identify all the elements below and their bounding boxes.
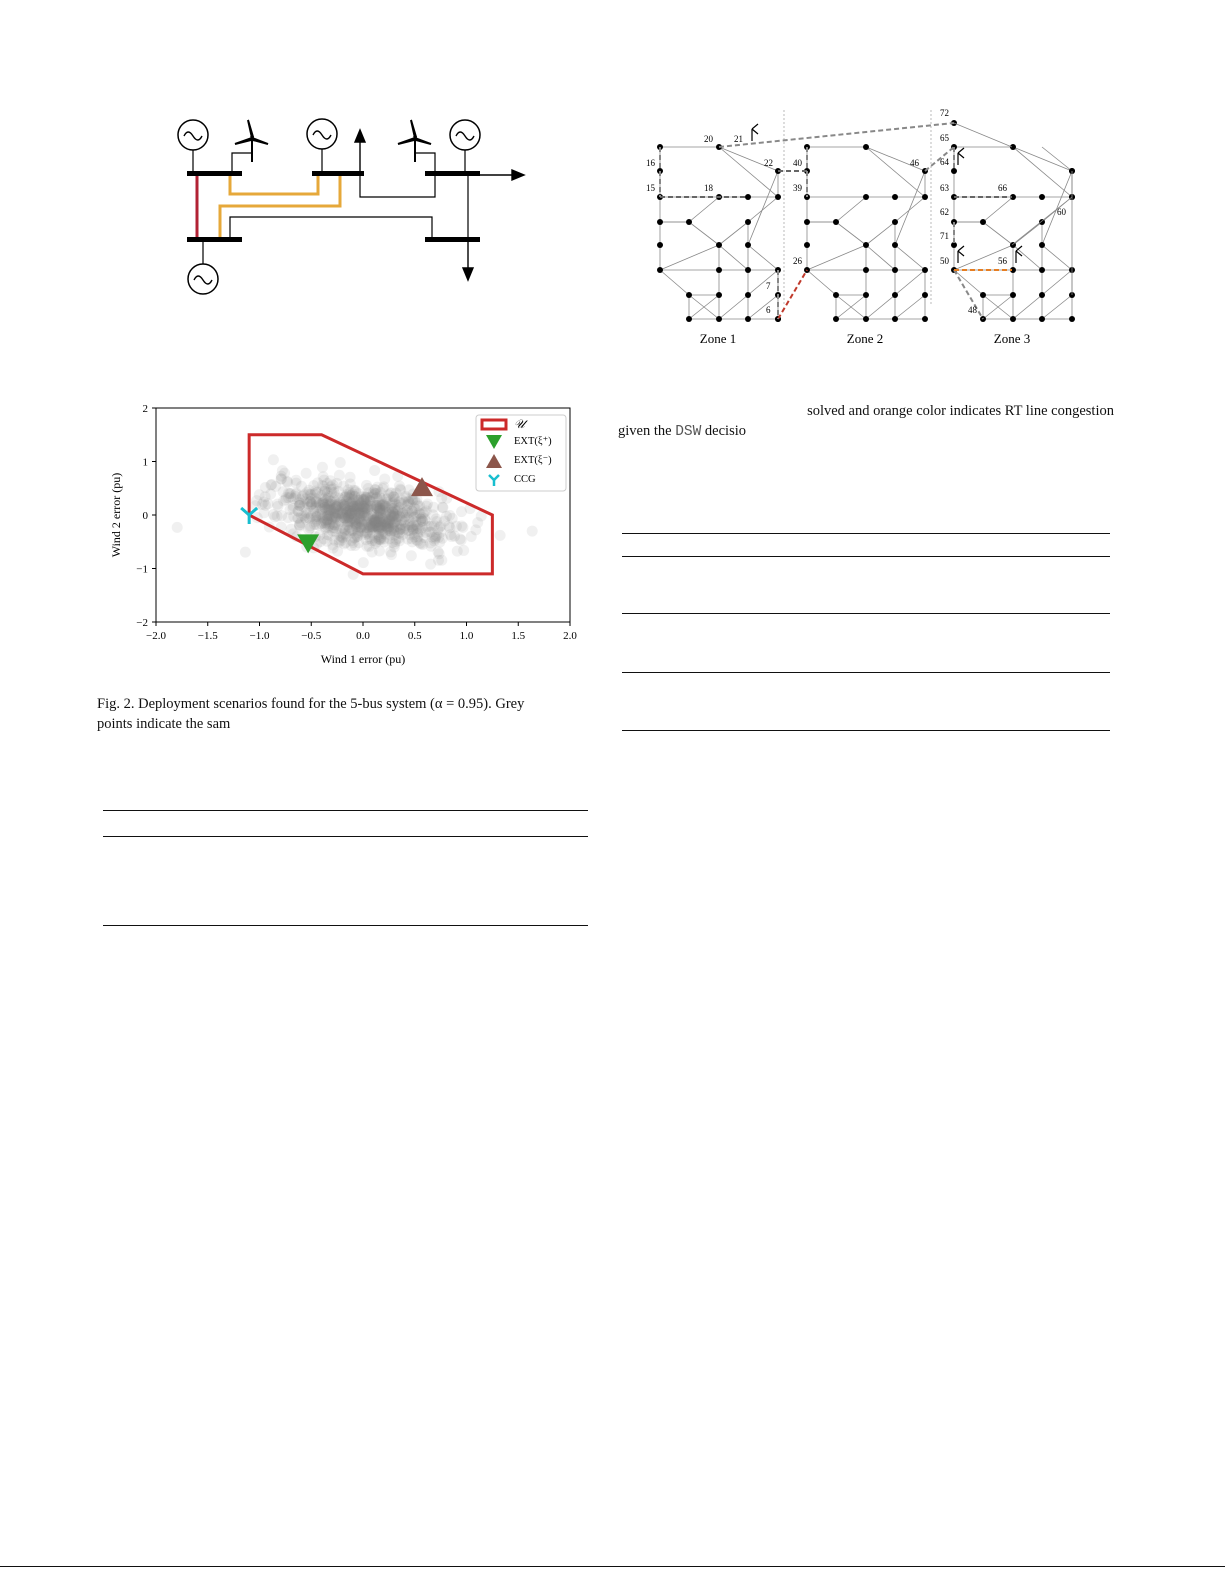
sample-point xyxy=(335,457,346,468)
legend-label-ext-plus: EXT(ξ⁺) xyxy=(514,436,552,447)
y-tick-label: −1 xyxy=(136,563,148,576)
sample-point xyxy=(364,533,375,544)
sample-point xyxy=(356,519,367,530)
bus-node xyxy=(892,316,898,322)
sample-point xyxy=(466,531,477,542)
sample-point xyxy=(319,515,330,526)
right-text-part-a: given the xyxy=(618,423,676,439)
sample-point xyxy=(425,559,436,570)
bus-node xyxy=(892,194,898,200)
right-table-rule-5 xyxy=(622,730,1110,731)
bus-node xyxy=(686,219,692,225)
bus-node xyxy=(833,219,839,225)
bus-label: 18 xyxy=(704,183,713,193)
bus-node xyxy=(745,219,751,225)
legend xyxy=(476,415,566,491)
bus-node xyxy=(863,292,869,298)
sample-point xyxy=(439,516,450,527)
scatter-chart xyxy=(100,395,600,675)
bus-node xyxy=(1039,194,1045,200)
bus-node xyxy=(745,267,751,273)
sample-point xyxy=(393,533,404,544)
x-tick-label: 0.5 xyxy=(407,630,422,642)
bus-node xyxy=(1039,242,1045,248)
bus-node xyxy=(922,292,928,298)
bus-node xyxy=(657,219,663,225)
sample-point xyxy=(346,540,357,551)
bus-node xyxy=(686,292,692,298)
sample-point xyxy=(375,534,386,545)
bus-node xyxy=(980,219,986,225)
bus-label: 20 xyxy=(704,134,713,144)
y-axis-label: Wind 2 error (pu) xyxy=(109,472,123,558)
zone-label: Zone 1 xyxy=(699,331,737,346)
zone-label: Zone 3 xyxy=(993,331,1031,346)
sample-point xyxy=(301,468,312,479)
bus-label: 22 xyxy=(764,158,773,168)
bus-label: 46 xyxy=(910,158,919,168)
bus-node xyxy=(1039,292,1045,298)
bus-label: 71 xyxy=(940,231,949,241)
sample-point xyxy=(336,508,347,519)
x-axis-label: Wind 1 error (pu) xyxy=(320,652,406,666)
y-tick-label: 1 xyxy=(142,456,148,469)
bus-node xyxy=(892,267,898,273)
bus-label: 50 xyxy=(940,256,949,266)
sample-point xyxy=(451,521,462,532)
bus-node xyxy=(716,292,722,298)
sample-point xyxy=(369,465,380,476)
bus-node xyxy=(1039,267,1045,273)
bus-node xyxy=(892,219,898,225)
sample-point xyxy=(358,557,369,568)
y-tick-label: 0 xyxy=(142,510,148,522)
dsw-code: DSW xyxy=(675,424,702,440)
bus-label: 39 xyxy=(793,183,802,193)
sample-point xyxy=(426,541,437,552)
bus-label: 26 xyxy=(793,256,802,266)
bus-node xyxy=(1069,316,1075,322)
fig2-caption-line2: points indicate the sam xyxy=(97,716,231,732)
sample-point xyxy=(294,494,305,505)
right-table-rule-3 xyxy=(622,613,1110,614)
x-tick-label: −1.5 xyxy=(197,630,218,642)
legend-label-u: 𝒰 xyxy=(514,417,525,431)
bus-label: 56 xyxy=(998,256,1007,266)
sample-point xyxy=(346,513,357,524)
sample-point xyxy=(260,482,271,493)
sample-point xyxy=(288,511,299,522)
bus-node xyxy=(863,316,869,322)
bus-node xyxy=(922,194,928,200)
left-table-rule-bottom xyxy=(103,925,588,926)
right-table-rule-1 xyxy=(622,533,1110,534)
bus-label: 64 xyxy=(940,157,949,167)
bus-node xyxy=(657,267,663,273)
bus-node xyxy=(892,242,898,248)
sample-point xyxy=(428,502,439,513)
bus-node xyxy=(1039,219,1045,225)
right-column-text xyxy=(618,401,1114,442)
bus-node xyxy=(804,219,810,225)
bus-label: 72 xyxy=(940,108,949,118)
x-tick-label: 0.0 xyxy=(356,630,370,642)
bus-node xyxy=(716,267,722,273)
bus-label: 6 xyxy=(766,305,771,315)
x-tick-label: 1.5 xyxy=(511,630,526,642)
sample-point xyxy=(406,550,417,561)
fig2-caption-line1: Fig. 2. Deployment scenarios found for the 5-bus system (α = 0.95). Grey xyxy=(97,696,525,712)
bus-label: 63 xyxy=(940,183,949,193)
sample-point xyxy=(317,462,328,473)
left-table-rule-top xyxy=(103,810,588,811)
five-bus-diagram xyxy=(160,110,540,300)
page-bottom-rule xyxy=(0,1566,1225,1567)
bus-node xyxy=(863,194,869,200)
sample-point xyxy=(334,537,345,548)
bus-label: 60 xyxy=(1057,207,1066,217)
sample-point xyxy=(374,502,385,513)
bus-label: 16 xyxy=(646,158,655,168)
sample-point xyxy=(312,487,323,498)
sample-point xyxy=(278,486,289,497)
sample-point xyxy=(172,522,183,533)
sample-point xyxy=(456,506,467,517)
bus-label: 66 xyxy=(998,183,1007,193)
bus-node xyxy=(745,242,751,248)
x-tick-label: −1.0 xyxy=(249,630,270,642)
x-tick-label: −2.0 xyxy=(146,630,166,642)
sample-point xyxy=(321,504,332,515)
sample-point xyxy=(359,491,370,502)
bus-node xyxy=(716,316,722,322)
legend-label-ccg: CCG xyxy=(514,474,536,485)
bus-label: 65 xyxy=(940,133,949,143)
bus-node xyxy=(892,292,898,298)
legend-label-ext-minus: EXT(ξ⁻) xyxy=(514,455,552,466)
sample-point xyxy=(268,454,279,465)
bus-node xyxy=(657,242,663,248)
sample-point xyxy=(260,500,271,511)
bus-node xyxy=(745,316,751,322)
bus-node xyxy=(922,316,928,322)
right-text-line1: solved and orange color indicates RT line congestion xyxy=(807,403,1114,419)
sample-point xyxy=(417,515,428,526)
sample-point xyxy=(449,531,460,542)
right-table-rule-4 xyxy=(622,672,1110,673)
bus-label: 62 xyxy=(940,207,949,217)
bus-node xyxy=(863,242,869,248)
x-tick-label: −0.5 xyxy=(301,630,322,642)
left-table-rule-mid xyxy=(103,836,588,837)
sample-point xyxy=(452,546,463,557)
sample-point xyxy=(412,528,423,539)
sample-point xyxy=(272,511,283,522)
sample-point xyxy=(240,547,251,558)
sample-point xyxy=(495,530,506,541)
sample-point xyxy=(396,515,407,526)
right-text-part-b: decisio xyxy=(701,423,746,439)
bus-node xyxy=(980,292,986,298)
sample-point xyxy=(431,530,442,541)
bus-label: 40 xyxy=(793,158,802,168)
sample-point xyxy=(338,481,349,492)
sample-point xyxy=(326,484,337,495)
sample-point xyxy=(366,521,377,532)
y-tick-label: −2 xyxy=(136,617,148,629)
bus-label: 21 xyxy=(734,134,743,144)
sample-point xyxy=(407,508,418,519)
bus-node xyxy=(863,267,869,273)
bus-node xyxy=(1039,316,1045,322)
sample-point xyxy=(345,472,356,483)
bus-node xyxy=(1010,316,1016,322)
bus-node xyxy=(1010,144,1016,150)
bus-node xyxy=(686,316,692,322)
fig2-caption xyxy=(97,694,593,734)
bus-node xyxy=(833,316,839,322)
sample-point xyxy=(376,518,387,529)
sample-point xyxy=(527,526,538,537)
bus-node xyxy=(745,292,751,298)
bus-label: 48 xyxy=(968,305,977,315)
sample-point xyxy=(472,517,483,528)
sample-point xyxy=(318,471,329,482)
bus-node xyxy=(833,292,839,298)
sample-point xyxy=(282,477,293,488)
bus-label: 7 xyxy=(766,281,771,291)
bus-node xyxy=(863,144,869,150)
x-tick-label: 2.0 xyxy=(563,630,577,642)
bus-node xyxy=(716,242,722,248)
sample-point xyxy=(354,502,365,513)
y-tick-label: 2 xyxy=(142,403,148,415)
zone-label: Zone 2 xyxy=(846,331,884,346)
bus-node xyxy=(775,194,781,200)
bus-label: 15 xyxy=(646,183,655,193)
x-tick-label: 1.0 xyxy=(459,630,474,642)
sample-point xyxy=(388,491,399,502)
bus-node xyxy=(804,242,810,248)
three-zone-network-diagram xyxy=(640,105,1090,350)
right-text-line2 xyxy=(618,421,1114,442)
bus-node xyxy=(922,267,928,273)
sample-point xyxy=(379,473,390,484)
right-table-rule-2 xyxy=(622,556,1110,557)
bus-node xyxy=(1010,292,1016,298)
